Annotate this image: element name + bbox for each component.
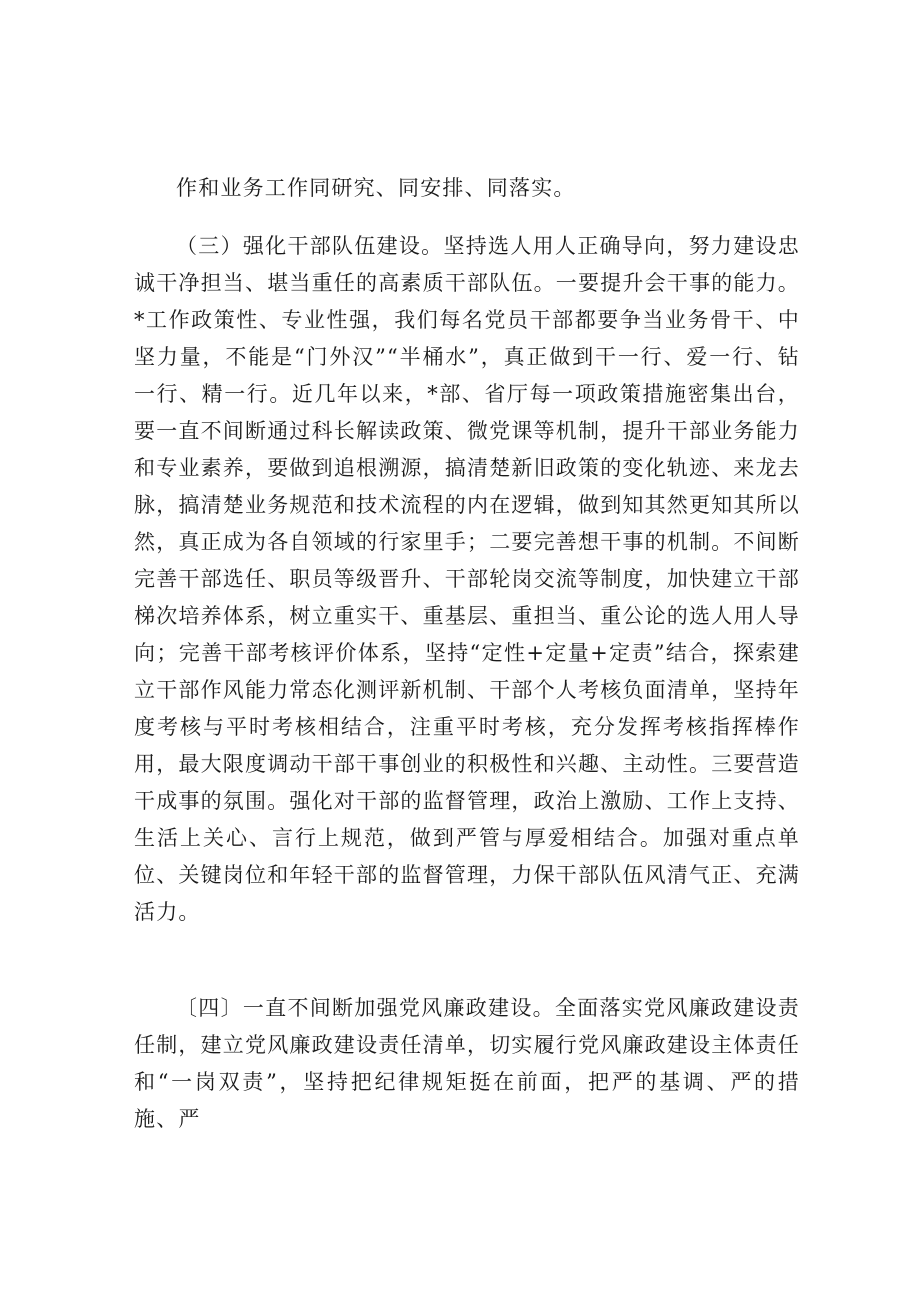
paragraph-text: 作和业务工作同研究、同安排、同落实。 [176,176,576,200]
paragraph-cadre-team [134,228,800,931]
paragraph-text: 〔四〕一直不间断加强党风廉政建设。全面落实党风廉政建设责任制，建立党风廉政建设责任清单，切实履行党风廉政建设主体责任和“一岗双责”，坚持把纪律规矩挺在前面，把严的基调、严的措施、严 [134,996,800,1131]
paragraph-text: （三）强化干部队伍建设。坚持选人用人正确导向，努力建设忠诚干净担当、堪当重任的高素质干部队伍。一要提升会干事的能力。*工作政策性、专业性强，我们每名党员干部都要争当业务骨干、中坚力量，不能是“门外汉”“半桶水”，真正做到干一行、爱一行、钻一行、精一行。近几年以来，*部、省厅每一项政策措施密集出台，要一直不间断通过科长解读政策、微党课等机制，提升干部业务能力和专业素养，要做到追根溯源，搞清楚新旧政策的变化轨迹、来龙去脉，搞清楚业务规范和技术流程的内在逻辑，做到知其然更知其所以然，真正成为各自领域的行家里手；二要完善想干事的机制。不间断完善干部选任、职员等级晋升、干部轮岗交流等制度，加快建立干部梯次培养体系，树立重实干、重基层、重担当、重公论的选人用人导向；完善干部考核评价体系，坚持“定性+定量+定责”结合，探索建立干部作风能力常态化测评新机制、干部个人考核负面清单，坚持年度考核与平时考核相结合，注重平时考核，充分发挥考核指挥棒作用，最大限度调动干部干事创业的积极性和兴趣、主动性。三要营造干成事的氛围。强化对干部的监督管理，政治上激励、工作上支持、生活上关心、言行上规范，做到严管与厚爱相结合。加强对重点单位、关键岗位和年轻干部的监督管理，力保干部队伍风清气正、充满活力。 [134,234,800,924]
paragraph-continuation [134,170,800,207]
paragraph-integrity [134,990,800,1138]
